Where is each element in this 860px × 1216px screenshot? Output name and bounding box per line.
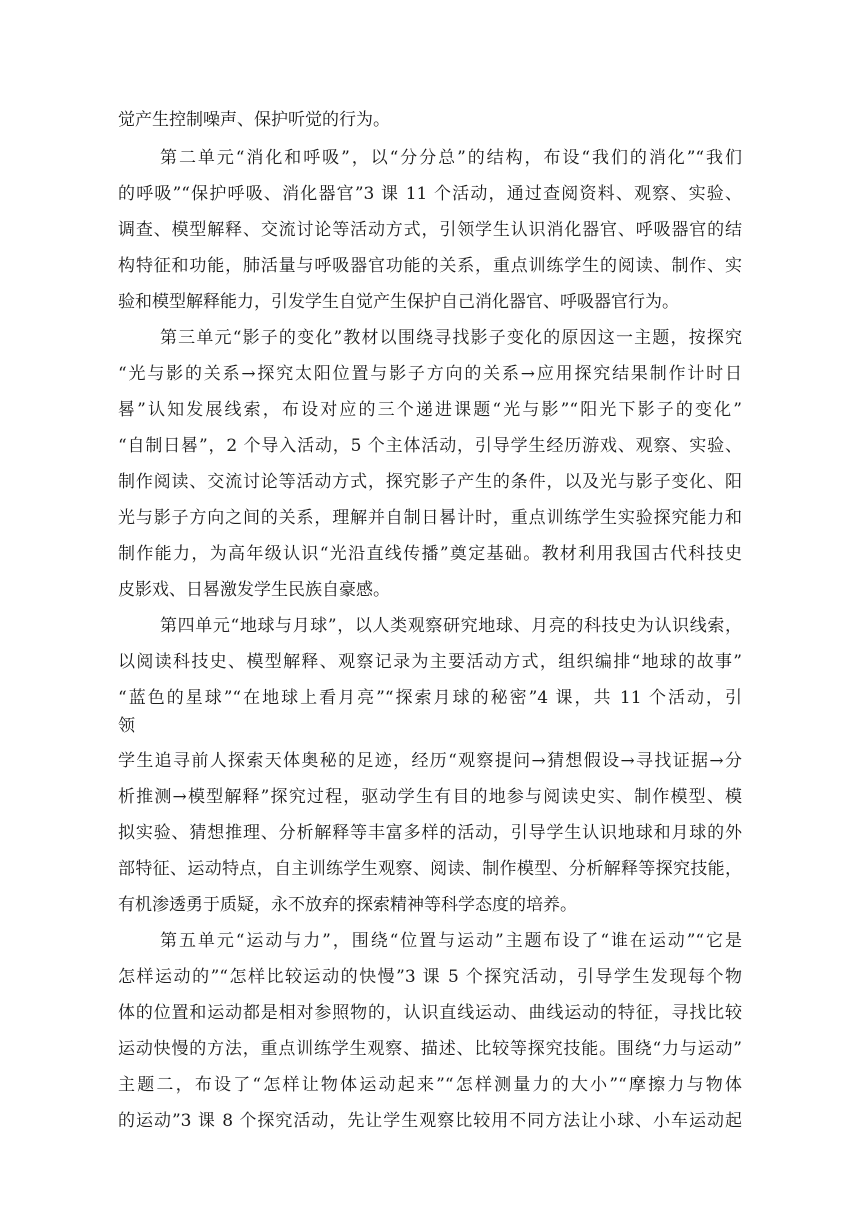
- text-line: 晷”认知发展线索，布设对应的三个递进课题“光与影”“阳光下影子的变化”: [118, 400, 742, 420]
- text-line: 制作阅读、交流讨论等活动方式，探究影子产生的条件，以及光与影子变化、阳: [118, 472, 742, 492]
- text-line: 构特征和功能，肺活量与呼吸器官功能的关系，重点训练学生的阅读、制作、实: [118, 256, 742, 276]
- paragraph-unit-4-line: 第四单元“地球与月球”，以人类观察研究地球、月亮的科技史为认识线索，: [160, 616, 742, 636]
- text-line: 光与影子方向之间的关系，理解并自制日晷计时，重点训练学生实验探究能力和: [118, 508, 742, 528]
- text-line: 主题二，布设了“怎样让物体运动起来”“怎样测量力的大小”“摩擦力与物体: [118, 1075, 742, 1095]
- paragraph-unit-5-line: 第五单元“运动与力”，围绕“位置与运动”主题布设了“谁在运动”“它是: [160, 931, 742, 951]
- text-line: 制作能力，为高年级认识“光沿直线传播”奠定基础。教材利用我国古代科技史: [118, 544, 742, 564]
- text-line: 拟实验、猜想推理、分析解释等丰富多样的活动，引导学生认识地球和月球的外: [118, 823, 742, 843]
- text-line: 析推测→模型解释”探究过程，驱动学生有目的地参与阅读史实、制作模型、模: [118, 787, 742, 807]
- text-line: 运动快慢的方法，重点训练学生观察、描述、比较等探究技能。围绕“力与运动”: [118, 1039, 742, 1059]
- text-line: 的呼吸”“保护呼吸、消化器官”3 课 11 个活动，通过查阅资料、观察、实验、: [118, 184, 742, 204]
- paragraph-unit-3-line: 第三单元“影子的变化”教材以围绕寻找影子变化的原因这一主题，按探究: [160, 328, 742, 348]
- text-line: 觉产生控制噪声、保护听觉的行为。: [118, 110, 390, 130]
- text-line: 有机渗透勇于质疑，永不放弃的探索精神等科学态度的培养。: [118, 895, 577, 915]
- text-line: “蓝色的星球”“在地球上看月亮”“探索月球的秘密”4 课，共 11 个活动，引: [118, 688, 742, 708]
- text-line: 部特征、运动特点，自主训练学生观察、阅读、制作模型、分析解释等探究技能，: [118, 859, 742, 879]
- text-line: 体的位置和运动都是相对参照物的，认识直线运动、曲线运动的特征，寻找比较: [118, 1003, 742, 1023]
- text-line: “光与影的关系→探究太阳位置与影子方向的关系→应用探究结果制作计时日: [118, 364, 742, 384]
- text-line: 验和模型解释能力，引发学生自觉产生保护自己消化器官、呼吸器官行为。: [118, 292, 679, 312]
- text-line: 以阅读科技史、模型解释、观察记录为主要活动方式，组织编排“地球的故事”: [118, 652, 742, 672]
- text-line: 的运动”3 课 8 个探究活动，先让学生观察比较用不同方法让小球、小车运动起: [118, 1111, 742, 1131]
- text-line: 调查、模型解释、交流讨论等活动方式，引领学生认识消化器官、呼吸器官的结: [118, 220, 742, 240]
- text-line: “自制日晷”，2 个导入活动，5 个主体活动，引导学生经历游戏、观察、实验、: [118, 436, 742, 456]
- text-line: 怎样运动的”“怎样比较运动的快慢”3 课 5 个探究活动，引导学生发现每个物: [118, 967, 742, 987]
- text-line: 皮影戏、日晷激发学生民族自豪感。: [118, 580, 390, 600]
- text-line: 学生追寻前人探索天体奥秘的足迹，经历“观察提问→猜想假设→寻找证据→分: [118, 751, 742, 771]
- paragraph-unit-2-line: 第二单元“消化和呼吸”，以“分分总”的结构，布设“我们的消化”“我们: [160, 148, 742, 168]
- text-line: 领: [118, 716, 135, 736]
